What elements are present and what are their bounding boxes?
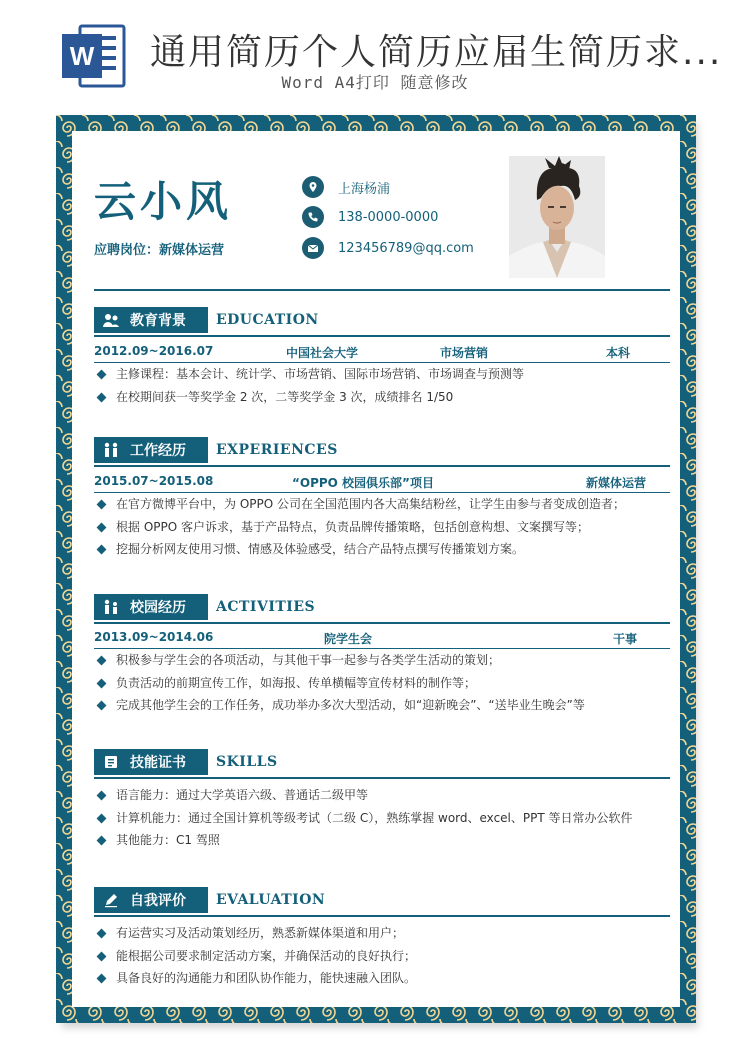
resume-content	[72, 131, 680, 1007]
campus-meta-row	[94, 630, 670, 648]
diamond-bullet-icon	[97, 701, 107, 711]
diamond-bullet-icon	[97, 951, 107, 961]
diamond-bullet-icon	[97, 545, 107, 555]
list-item: 语言能力：通过大学英语六级、普通话二级甲等	[94, 784, 670, 807]
svg-text:W: W	[69, 41, 95, 71]
campus-role: 干事	[613, 632, 638, 646]
diamond-bullet-icon	[97, 836, 107, 846]
family-icon	[102, 598, 120, 616]
work-meta-row	[94, 474, 670, 492]
education-degree: 本科	[606, 346, 631, 360]
contact-email	[302, 237, 474, 259]
profile-photo	[509, 156, 605, 278]
section-campus-title: 校园经历	[130, 600, 186, 616]
section-divider	[94, 622, 670, 624]
diamond-bullet-icon	[97, 392, 107, 402]
evaluation-list	[94, 922, 670, 990]
candidate-name: 云小风	[94, 177, 233, 226]
section-divider	[94, 335, 670, 337]
section-work-title: 工作经历	[130, 443, 186, 459]
diamond-bullet-icon	[97, 370, 107, 380]
location-text: 上海杨浦	[338, 181, 391, 197]
email-icon	[302, 237, 324, 259]
diamond-bullet-icon	[97, 791, 107, 801]
diamond-bullet-icon	[97, 813, 107, 823]
campus-org: 院学生会	[324, 632, 373, 646]
section-evaluation-tab	[94, 887, 208, 913]
header-divider	[94, 289, 670, 291]
resume-sheet	[56, 115, 696, 1023]
document-title: 通用简历个人简历应届生简历求...	[150, 32, 723, 73]
diamond-bullet-icon	[97, 656, 107, 666]
list-item: 有运营实习及活动策划经历，熟悉新媒体渠道和用户；	[94, 922, 670, 945]
section-divider	[94, 915, 670, 917]
work-list	[94, 493, 670, 561]
phone-icon	[302, 206, 324, 228]
people-icon	[102, 311, 120, 329]
list-item: 在官方微博平台中，为 OPPO 公司在全国范围内各大高集结粉丝，让学生由参与者变成创造者；	[94, 493, 670, 516]
section-work-tab	[94, 437, 208, 463]
location-icon	[302, 176, 324, 198]
education-list	[94, 363, 670, 408]
section-skills-header	[94, 749, 670, 779]
section-evaluation-en: EVALUATION	[216, 892, 326, 908]
education-school: 中国社会大学	[286, 346, 359, 360]
section-evaluation-header	[94, 887, 670, 917]
list-item: 挖掘分析网友使用习惯、情感及体验感受，结合产品特点撰写传播策划方案。	[94, 538, 670, 561]
pen-icon	[102, 891, 120, 909]
list-item: 能根据公司要求制定活动方案，并确保活动的良好执行；	[94, 945, 670, 968]
campus-list	[94, 649, 670, 717]
contact-location	[302, 176, 390, 198]
campus-date: 2013.09~2014.06	[94, 630, 214, 644]
section-skills-title: 技能证书	[130, 755, 186, 771]
section-evaluation-title: 自我评价	[130, 893, 186, 909]
section-skills-en: SKILLS	[216, 754, 278, 770]
list-item: 完成其他学生会的工作任务，成功举办多次大型活动，如“迎新晚会”、“送毕业生晚会”等	[94, 694, 670, 717]
section-campus-header	[94, 594, 670, 624]
section-education-tab	[94, 307, 208, 333]
education-major: 市场营销	[440, 346, 489, 360]
phone-text: 138-0000-0000	[338, 209, 439, 225]
list-item: 负责活动的前期宣传工作，如海报、传单横幅等宣传材料的制作等；	[94, 672, 670, 695]
list-item: 具备良好的沟通能力和团队协作能力，能快速融入团队。	[94, 967, 670, 990]
diamond-bullet-icon	[97, 974, 107, 984]
email-text: 123456789@qq.com	[338, 240, 474, 256]
section-campus-tab	[94, 594, 208, 620]
list-item: 其他能力：C1 驾照	[94, 829, 670, 852]
target-position: 应聘岗位：新媒体运营	[94, 243, 225, 258]
education-date: 2012.09~2016.07	[94, 344, 214, 358]
section-education-header	[94, 307, 670, 337]
section-education-title: 教育背景	[130, 313, 186, 329]
certificate-icon	[102, 753, 120, 771]
section-divider	[94, 777, 670, 779]
work-date: 2015.07~2015.08	[94, 474, 214, 488]
diamond-bullet-icon	[97, 522, 107, 532]
work-org: “OPPO 校园俱乐部”项目	[292, 476, 434, 490]
education-meta-row	[94, 344, 670, 362]
section-campus-en: ACTIVITIES	[216, 599, 316, 615]
work-role: 新媒体运营	[586, 476, 647, 490]
section-education-en: EDUCATION	[216, 312, 319, 328]
document-subtitle: Word A4打印 随意修改	[281, 73, 469, 92]
list-item: 根据 OPPO 客户诉求，基于产品特点，负责品牌传播策略，包括创意构想、文案撰写等；	[94, 516, 670, 539]
list-item: 积极参与学生会的各项活动，与其他干事一起参与各类学生活动的策划；	[94, 649, 670, 672]
list-item: 计算机能力：通过全国计算机等级考试（二级 C），熟练掌握 word、excel、PPT 等日常办公软件	[94, 807, 670, 830]
diamond-bullet-icon	[97, 678, 107, 688]
section-skills-tab	[94, 749, 208, 775]
list-item: 主修课程：基本会计、统计学、市场营销、国际市场营销、市场调查与预测等	[94, 363, 670, 386]
contact-phone	[302, 206, 438, 228]
skills-list	[94, 784, 670, 852]
section-divider	[94, 465, 670, 467]
section-work-en: EXPERIENCES	[216, 442, 338, 458]
section-work-header	[94, 437, 670, 467]
document-header	[0, 0, 750, 108]
list-item: 在校期间获一等奖学金 2 次，二等奖学金 3 次，成绩排名 1/50	[94, 386, 670, 409]
team-icon	[102, 441, 120, 459]
diamond-bullet-icon	[97, 929, 107, 939]
diamond-bullet-icon	[97, 500, 107, 510]
